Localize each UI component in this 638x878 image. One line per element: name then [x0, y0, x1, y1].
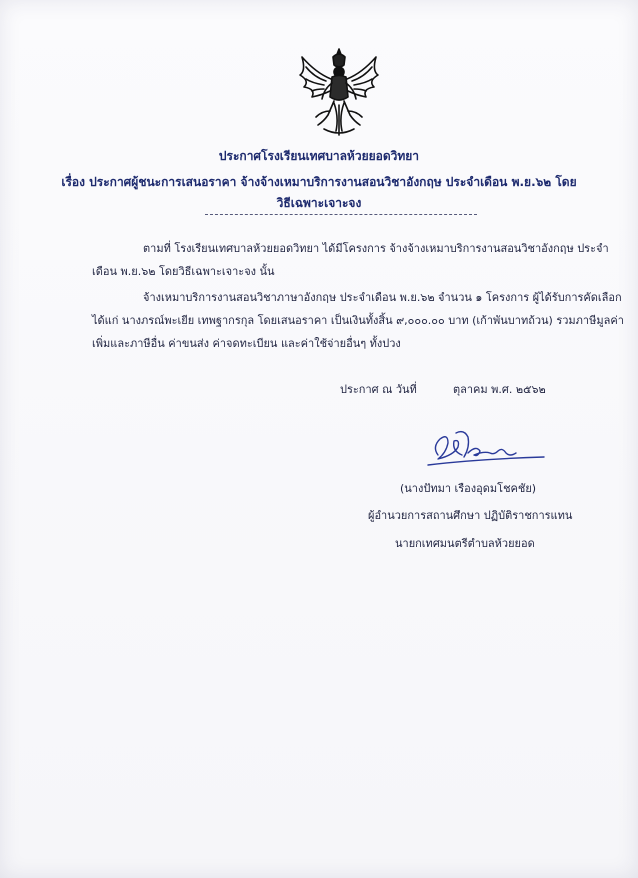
announcement-date-label: ประกาศ ณ วันที่	[340, 383, 417, 396]
paragraph-2-line-3: เพิ่มและภาษีอื่น ค่าขนส่ง ค่าจดทะเบียน และค่าใช้จ่ายอื่นๆ ทั้งปวง	[92, 337, 401, 350]
signature-image	[418, 425, 548, 470]
announcement-subject: เรื่อง ประกาศผู้ชนะการเสนอราคา จ้างจ้างเหมาบริการงานสอนวิชาอังกฤษ ประจำเดือน พ.ย.๖๒ โดย	[61, 175, 577, 189]
signatory-position: ผู้อำนวยการสถานศึกษา ปฏิบัติราชการแทน	[368, 509, 573, 522]
paragraph-1-line-1: ตามที่ โรงเรียนเทศบาลห้วยยอดวิทยา ได้มีโครงการ จ้างจ้างเหมาบริการงานสอนวิชาอังกฤษ ประจำ	[143, 242, 609, 255]
announcement-subject-continued: วิธีเฉพาะเจาะจง	[276, 196, 362, 210]
announcement-title: ประกาศโรงเรียนเทศบาลห้วยยอดวิทยา	[218, 149, 420, 163]
divider	[205, 214, 477, 215]
announcement-date: ตุลาคม พ.ศ. ๒๕๖๒	[453, 383, 546, 396]
signatory-position-acting-for: นายกเทศมนตรีตำบลห้วยยอด	[395, 537, 535, 550]
paragraph-2-line-1: จ้างเหมาบริการงานสอนวิชาภาษาอังกฤษ ประจำเดือน พ.ย.๖๒ จำนวน ๑ โครงการ ผู้ได้รับการคัดเลือก	[143, 291, 622, 304]
signatory-name: (นางปัทมา เรืองอุดมโชคชัย)	[400, 482, 537, 495]
paragraph-1-line-2: เดือน พ.ย.๖๒ โดยวิธีเฉพาะเจาะจง นั้น	[92, 265, 275, 278]
paragraph-2-line-2: ได้แก่ นางภรณ์พะเยีย เทพฐากรกุล โดยเสนอราคา เป็นเงินทั้งสิ้น ๙,๐๐๐.๐๐ บาท (เก้าพันบาทถ้วน) รวมภาษีมูลค่า	[92, 314, 624, 327]
garuda-emblem-icon	[294, 45, 384, 140]
